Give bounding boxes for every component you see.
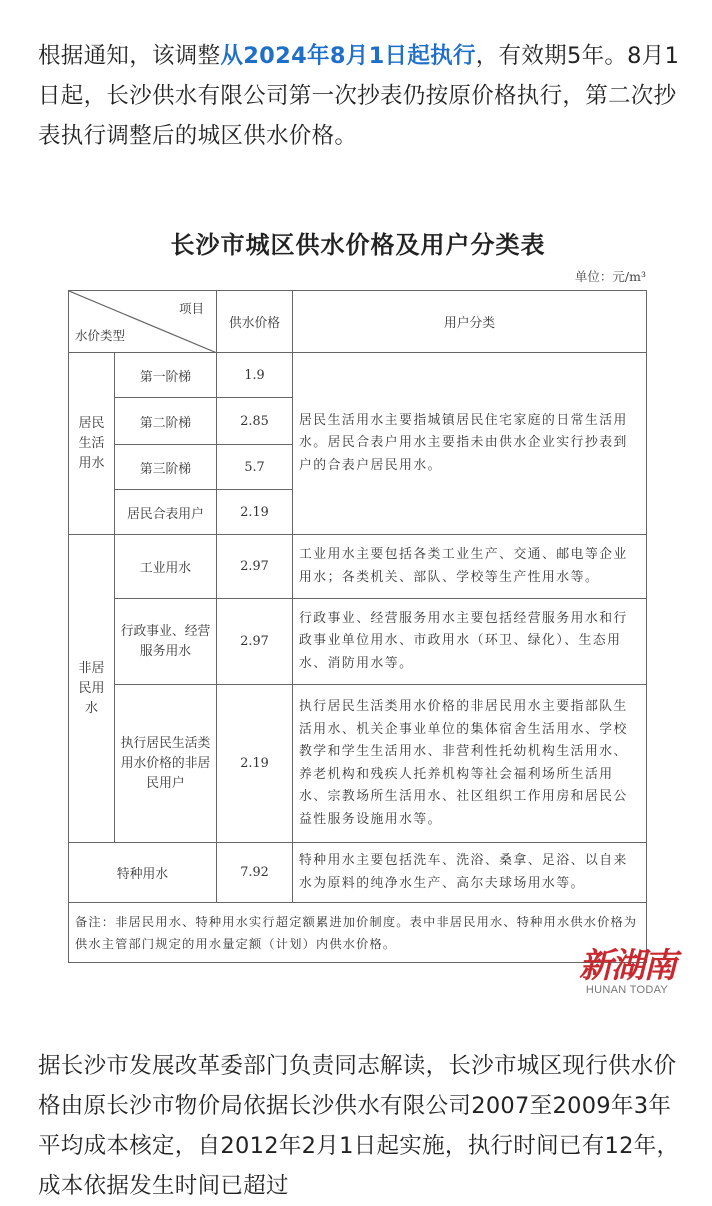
- tier-price: 2.85: [217, 398, 293, 445]
- hunan-today-watermark: [572, 938, 682, 1002]
- nonresidential-group: [69, 535, 115, 843]
- diagonal-header-cell: [69, 291, 217, 353]
- residential-group-label: 居民生活用水: [78, 415, 105, 471]
- residential-desc: 居民生活用水主要指城镇居民住宅家庭的日常生活用水。居民合表户用水主要指未由供水企业实行抄表到户的合表户居民用水。: [293, 353, 647, 535]
- intro-text-start: 根据通知，该调整: [38, 43, 221, 69]
- price-table-image: [68, 222, 648, 963]
- residential-group: [69, 353, 115, 535]
- table-note-row: [69, 903, 647, 963]
- watermark-subtitle: HUNAN TODAY: [585, 984, 669, 996]
- tier-name: 第一阶梯: [115, 353, 217, 398]
- table-row: [69, 599, 647, 685]
- category-name: 行政事业、经营服务用水: [115, 599, 217, 685]
- tier-price: 1.9: [217, 353, 293, 398]
- watermark-logo: 新湖南: [579, 946, 675, 986]
- table-unit: 单位：元/m³: [574, 269, 646, 284]
- category-price: 2.19: [217, 685, 293, 843]
- nonresidential-group-label: 非居民用水: [78, 660, 105, 716]
- category-price: 2.97: [217, 599, 293, 685]
- table-row: [69, 843, 647, 903]
- special-name: 特种用水: [69, 843, 217, 903]
- table-header-row: [69, 291, 647, 353]
- intro-paragraph: [38, 36, 684, 156]
- tier-name: 第三阶梯: [115, 445, 217, 490]
- category-desc: 工业用水主要包括各类工业生产、交通、邮电等企业用水；各类机关、部队、学校等生产性用水等。: [293, 535, 647, 599]
- category-name: 执行居民生活类用水价格的非居民用户: [115, 685, 217, 843]
- header-price: 供水价格: [217, 291, 293, 353]
- category-price: 2.97: [217, 535, 293, 599]
- tier-name: 居民合表用户: [115, 490, 217, 535]
- table-row: [69, 353, 647, 398]
- table-title: 长沙市城区供水价格及用户分类表: [170, 230, 546, 259]
- header-classification: 用户分类: [293, 291, 647, 353]
- water-price-table: [68, 290, 647, 963]
- special-desc: 特种用水主要包括洗车、洗浴、桑拿、足浴、以自来水为原料的纯净水生产、高尔夫球场用水等。: [293, 843, 647, 903]
- category-name: 工业用水: [115, 535, 217, 599]
- tier-price: 5.7: [217, 445, 293, 490]
- effective-date-highlight: 从2024年8月1日起执行: [220, 43, 476, 69]
- special-price: 7.92: [217, 843, 293, 903]
- table-row: [69, 685, 647, 843]
- explanation-paragraph: 据长沙市发展改革委部门负责同志解读，长沙市城区现行供水价格由原长沙市物价局依据长沙供水有限公司2007至2009年3年平均成本核定，自2012年2月1日起实施，执行时间已有12年，成本依据发生时间已超过: [38, 1053, 680, 1199]
- header-type: 水价类型: [75, 328, 126, 343]
- category-desc: 执行居民生活类用水价格的非居民用水主要指部队生活用水、机关企事业单位的集体宿舍生活用水、学校教学和学生生活用水、非营利性托幼机构生活用水、养老机构和残疾人托养机构等社会福利场所生活用水、宗教场所生活用水、社区组织工作用房和居民公益性服务设施用水等。: [293, 685, 647, 843]
- tier-name: 第二阶梯: [115, 398, 217, 445]
- header-item: 项目: [178, 301, 204, 316]
- category-desc: 行政事业、经营服务用水主要包括经营服务用水和行政事业单位用水、市政用水（环卫、绿化）、生态用水、消防用水等。: [293, 599, 647, 685]
- tier-price: 2.19: [217, 490, 293, 535]
- table-note: 备注：非居民用水、特种用水实行超定额累进加价制度。表中非居民用水、特种用水供水价格为供水主管部门规定的用水量定额（计划）内供水价格。: [69, 903, 647, 963]
- intro-text-end: ，有效期5年。8月1日起，长沙供水有限公司第一次抄表仍按原价格执行，第二次抄表执行调整后的城区供水价格。: [38, 43, 680, 149]
- table-row: [69, 535, 647, 599]
